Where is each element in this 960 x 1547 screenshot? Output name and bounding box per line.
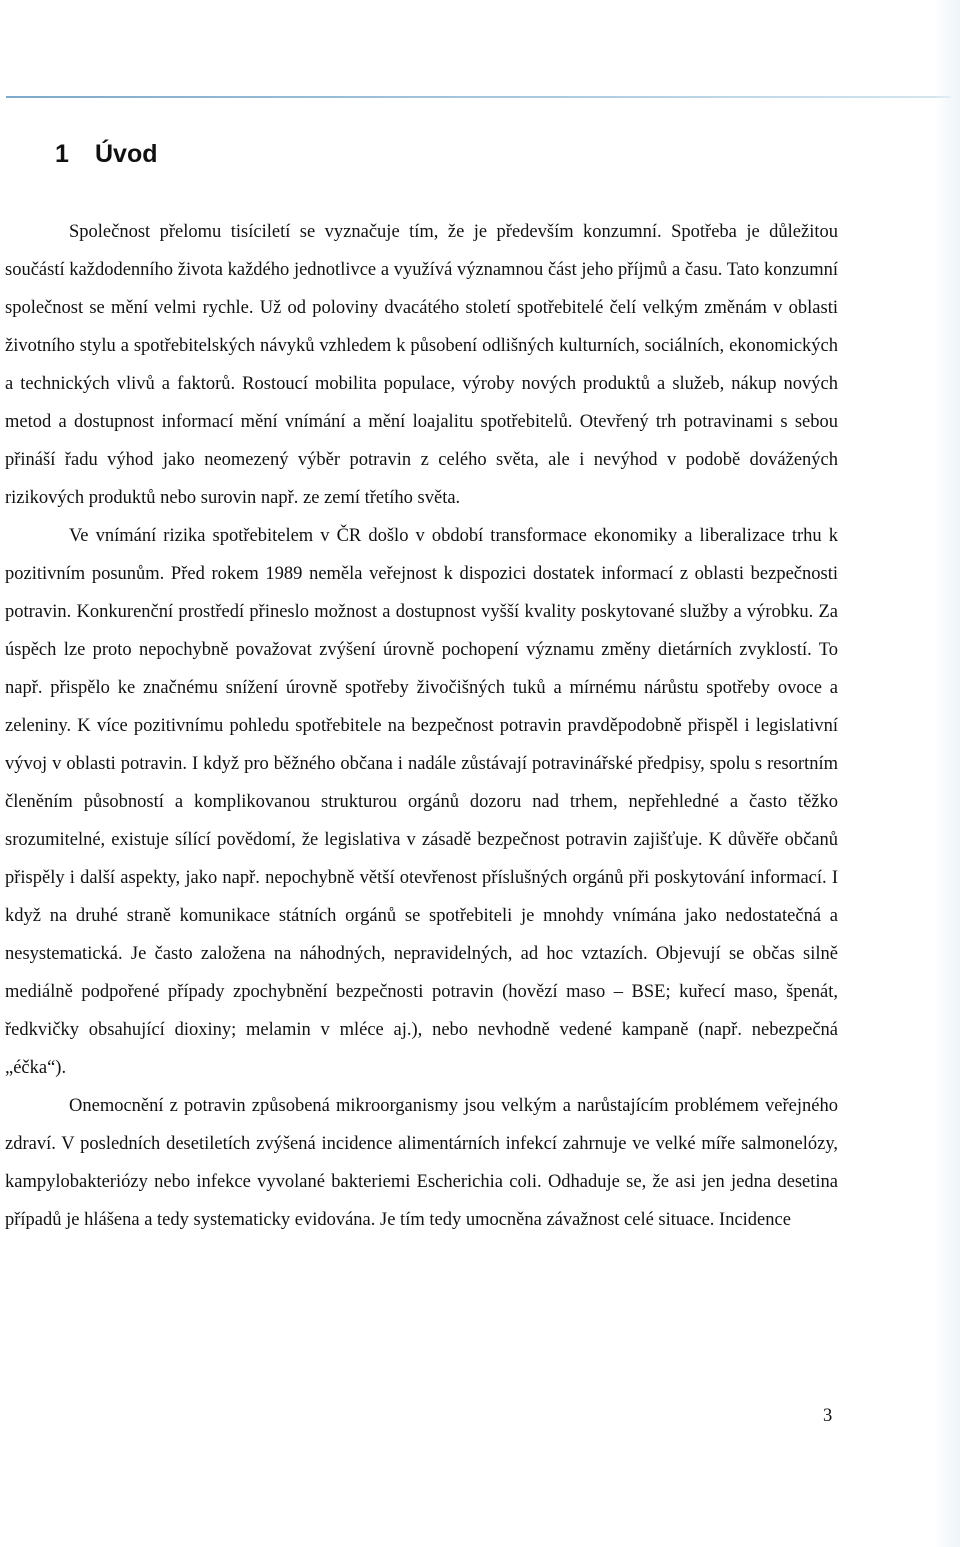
header-rule	[6, 96, 951, 98]
paragraph: Společnost přelomu tisíciletí se vyznačuje tím, že je především konzumní. Spotřeba je důležitou součástí každodenního života každého jednotlivce a využívá významnou část jeho příjmů a času. Tato konzumní společnost se mění velmi rychle. Už od poloviny dvacátého století spotřebitelé čelí velkým změnám v oblasti životního stylu a spotřebitelských návyků vzhledem k působení odlišných kulturních, sociálních, ekonomických a technických vlivů a faktorů. Rostoucí mobilita populace, výroby nových produktů a služeb, nákup nových metod a dostupnost informací mění vnímání a mění loajalitu spotřebitelů. Otevřený trh potravinami s sebou přináší řadu výhod jako neomezený výběr potravin z celého světa, ale i nevýhod v podobě dovážených rizikových produktů nebo surovin např. ze zemí třetího světa.	[5, 222, 838, 508]
paragraph: Onemocnění z potravin způsobená mikroorganismy jsou velkým a narůstajícím problémem veřejného zdraví. V posledních desetiletích zvýšená incidence alimentárních infekcí zahrnuje ve velké míře salmonelózy, kampylobakteriózy nebo infekce vyvolané bakteriemi Escherichia coli. Odhaduje se, že asi jen jedna desetina případů je hlášena a tedy systematicky evidována. Je tím tedy umocněna závažnost celé situace. Incidence	[5, 1096, 838, 1230]
body-text	[5, 213, 838, 1239]
paragraph: Ve vnímání rizika spotřebitelem v ČR došlo v období transformace ekonomiky a liberalizace trhu k pozitivním posunům. Před rokem 1989 neměla veřejnost k dispozici dostatek informací z oblasti bezpečnosti potravin. Konkurenční prostředí přineslo možnost a dostupnost vyšší kvality poskytované služby a výrobku. Za úspěch lze proto nepochybně považovat zvýšení úrovně pochopení významu změny dietárních zvyklostí. To např. přispělo ke značnému snížení úrovně spotřeby živočišných tuků a mírnému nárůstu spotřeby ovoce a zeleniny. K více pozitivnímu pohledu spotřebitele na bezpečnost potravin pravděpodobně přispěl i legislativní vývoj v oblasti potravin. I když pro běžného občana i nadále zůstávají potravinářské předpisy, spolu s resortním členěním působností a komplikovanou strukturou orgánů dozoru nad trhem, nepřehledné a často těžko srozumitelné, existuje sílící povědomí, že legislativa v zásadě bezpečnost potravin zajišťuje. K důvěře občanů přispěly i další aspekty, jako např. nepochybně větší otevřenost příslušných orgánů při poskytování informací. I když na druhé straně komunikace státních orgánů se spotřebiteli je mnohdy vnímána jako nedostatečná a nesystematická. Je často založena na náhodných, nepravidelných, ad hoc vztazích. Objevují se občas silně mediálně podpořené případy zpochybnění bezpečnosti potravin (hovězí maso – BSE; kuřecí maso, špenát, ředkvičky obsahující dioxiny; melamin v mléce aj.), nebo nevhodně vedené kampaně (např. nebezpečná „éčka“).	[5, 526, 838, 1078]
page-number: 3	[823, 1406, 833, 1426]
page-edge-shade	[934, 0, 960, 1547]
chapter-title: Úvod	[95, 140, 158, 168]
chapter-number: 1	[55, 140, 69, 168]
chapter-heading	[55, 140, 158, 169]
